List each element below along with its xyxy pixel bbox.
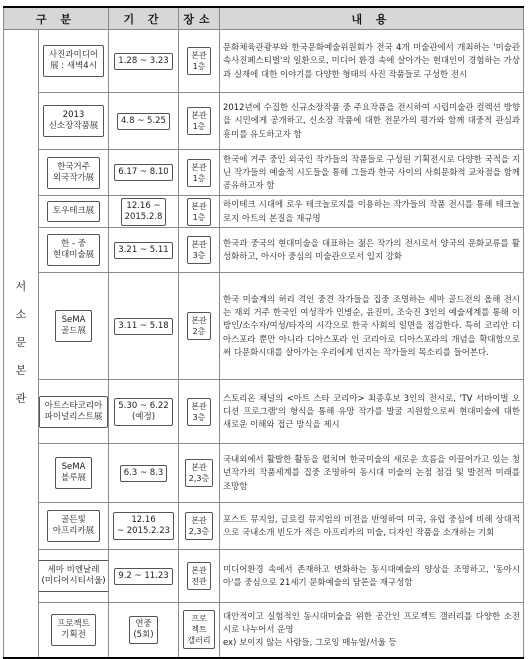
exhibition-period: 3.11 ~ 5.18 (109, 273, 179, 380)
group-char: 본 (15, 364, 27, 378)
exhibition-name-cell (39, 550, 109, 603)
exhibition-place: 본관 2,3층 (179, 444, 220, 503)
exhibition-name: 골든빛 아프리카展 (51, 513, 96, 539)
exhibition-place: 본관 1층 (179, 196, 220, 228)
exhibition-place: 본관 2층 (179, 273, 220, 380)
table-row (4, 196, 524, 228)
table-row (4, 550, 524, 603)
exhibition-table (3, 6, 524, 659)
exhibition-period: 1.28 ~ 3.23 (109, 30, 179, 93)
exhibition-description: 하이테크 시대에 로우 테크놀로지를 이용하는 작가들의 작품 전시를 통해 테크놀로지 아트의 본질을 재규명 (220, 196, 524, 228)
exhibition-name: 토우테크展 (51, 204, 96, 219)
exhibition-description: 포스트 뮤지엄, 글로컬 뮤지엄의 비전을 반영하여 미국, 유럽 중심에 비해 상대적으로 국내소개 빈도가 적은 아프리카의 미술, 디자인 작품을 소개하는 기회 (220, 503, 524, 550)
exhibition-period: 12.16 ~ 2015.2.8 (109, 196, 179, 228)
exhibition-name-cell (39, 444, 109, 503)
exhibition-place: 본관 전관 (179, 550, 220, 603)
exhibition-period: 5.30 ~ 6.22 (예정) (109, 380, 179, 444)
exhibition-period: 3.21 ~ 5.11 (109, 228, 179, 273)
exhibition-description: 한국 미술계의 허리 격인 중견 작가들을 집중 조명하는 세마 골드전의 올해 전시는 재외 거주 한국인 여성작가 민병순, 윤진미, 조숙진 3인의 예술세계를 통해 이방인/소수자/여성/타자의 시각으로 한국 사회의 일면을 점검한다. 특히 코리안 디아스포라 뿐만 아니라 디아스포라 인 코리아로 디아스포라의 개념을 확대함으로써 다문화시대를 살아가는 우리에게 던지는 작가들의 목소리를 들어본다. (220, 273, 524, 380)
exhibition-name: 아트스타코리아 파이널리스트展 (43, 399, 105, 425)
table-row (4, 503, 524, 550)
group-char: 관 (15, 392, 27, 406)
exhibition-description: 국내외에서 활발한 활동을 펼치며 한국미술의 새로운 흐름을 이끌어가고 있는 청년작가의 작품세계를 집중 조명하여 동시대 미술의 논점 점검 및 발전적 미래를 조망함 (220, 444, 524, 503)
table-row (4, 228, 524, 273)
exhibition-name: 한국거주 외국작가展 (51, 160, 96, 186)
exhibition-name-cell (39, 228, 109, 273)
exhibition-name: 2013 신소장작품展 (47, 108, 101, 134)
exhibition-place: 본관 2,3층 (179, 503, 220, 550)
exhibition-name-cell (39, 93, 109, 150)
table-header-row (4, 7, 524, 30)
group-label (4, 30, 39, 658)
table-row (4, 150, 524, 196)
exhibition-name-cell (39, 150, 109, 196)
exhibition-name: 한 - 중 현대미술展 (51, 237, 96, 263)
exhibition-place: 본관 1층 (179, 150, 220, 196)
exhibition-name: 세마 비엔날레 (미디어시티서울) (39, 563, 107, 589)
exhibition-place: 본관 1층 (179, 30, 220, 93)
exhibition-name-cell (39, 273, 109, 380)
table-row (4, 380, 524, 444)
header-place: 장소 (179, 7, 220, 30)
exhibition-description: 스토리온 채널의 <아트 스타 코리아> 최종후보 3인의 전시로, 'TV 서바이벌 오디션 프로그램'의 형식을 통해 유망 작가를 발굴 지원함으로써 현대미술에 대한 새로운 이해와 접근 방식을 제시 (220, 380, 524, 444)
header-content: 내 용 (220, 7, 524, 30)
exhibition-name-cell (39, 380, 109, 444)
exhibition-name: SeMA 블루展 (59, 460, 88, 486)
header-category: 구 분 (4, 7, 109, 30)
exhibition-period: 4.8 ~ 5.25 (109, 93, 179, 150)
exhibition-name: SeMA 골드展 (59, 313, 88, 339)
group-char: 서 (15, 280, 27, 294)
group-char: 문 (15, 336, 27, 350)
exhibition-period: 6.17 ~ 8.10 (109, 150, 179, 196)
exhibition-period: 9.2 ~ 11.23 (109, 550, 179, 603)
exhibition-description: 2012년에 수집한 신규소장작품 중 주요작품을 전시하여 시립미술관 컬렉션 방향을 시민에게 공개하고, 신소장 작품에 대한 전문가의 평가와 함께 대중적 관심과 흥미를 유도하고자 함 (220, 93, 524, 150)
group-char: 소 (15, 308, 27, 322)
table-row (4, 273, 524, 380)
exhibition-place: 본관 3층 (179, 228, 220, 273)
exhibition-name-cell (39, 196, 109, 228)
exhibition-description: 한국에 거주 중인 외국인 작가들의 작품들로 구성된 기획전시로 다양한 국적을 지닌 작가들의 예술적 시도들을 통해 그들과 한국 사이의 사회문화적 교차점을 함께 공유하고자 함 (220, 150, 524, 196)
header-period: 기 간 (109, 7, 179, 30)
exhibition-name-cell (39, 503, 109, 550)
exhibition-place: 본관 3층 (179, 380, 220, 444)
exhibition-name-cell (39, 603, 109, 658)
exhibition-name: 프로젝트 기획전 (55, 617, 92, 643)
exhibition-description: 문화체육관광부와 한국문화예술위원회가 전국 4개 미술관에서 개최하는 '미술관속사진페스티벌'의 일환으로, 미디어 환경 속에 살아가는 현대인이 경험하는 가상과 실재에 대한 이야기를 다양한 형태의 사진 작품들로 구성한 전시 (220, 30, 524, 93)
table-row (4, 444, 524, 503)
exhibition-period: 연중 (5회) (109, 603, 179, 658)
table-row (4, 93, 524, 150)
exhibition-period: 6.3 ~ 8.3 (109, 444, 179, 503)
exhibition-place: 본관 1층 (179, 93, 220, 150)
table-row (4, 30, 524, 93)
exhibition-description: 대안적이고 실험적인 동시대미술을 위한 공간인 프로젝트 갤러리를 다양한 소전시로 나누어서 운영 ex) 보이지 않는 사람들, 그로잉 매뉴얼/서울 등 (220, 603, 524, 658)
exhibition-description: 미디어환경 속에서 존재하고 변화하는 동시대예술의 양상을 조명하고, '동아시아'를 중심으로 21세기 문화예술의 담론을 재구성함 (220, 550, 524, 603)
table-row (4, 603, 524, 658)
exhibition-description: 한국과 중국의 현대미술을 대표하는 젊은 작가의 전시로서 양국의 문화교류를 활성화하고, 아시아 중심의 미술관으로서 입지 강화 (220, 228, 524, 273)
exhibition-name: 사진과미디어 展 : 새벽4시 (47, 48, 100, 74)
exhibition-period: 12.16 ~ 2015.2.23 (109, 503, 179, 550)
exhibition-name-cell (39, 30, 109, 93)
exhibition-place: 프로 젝트 갤러리 (179, 603, 220, 658)
